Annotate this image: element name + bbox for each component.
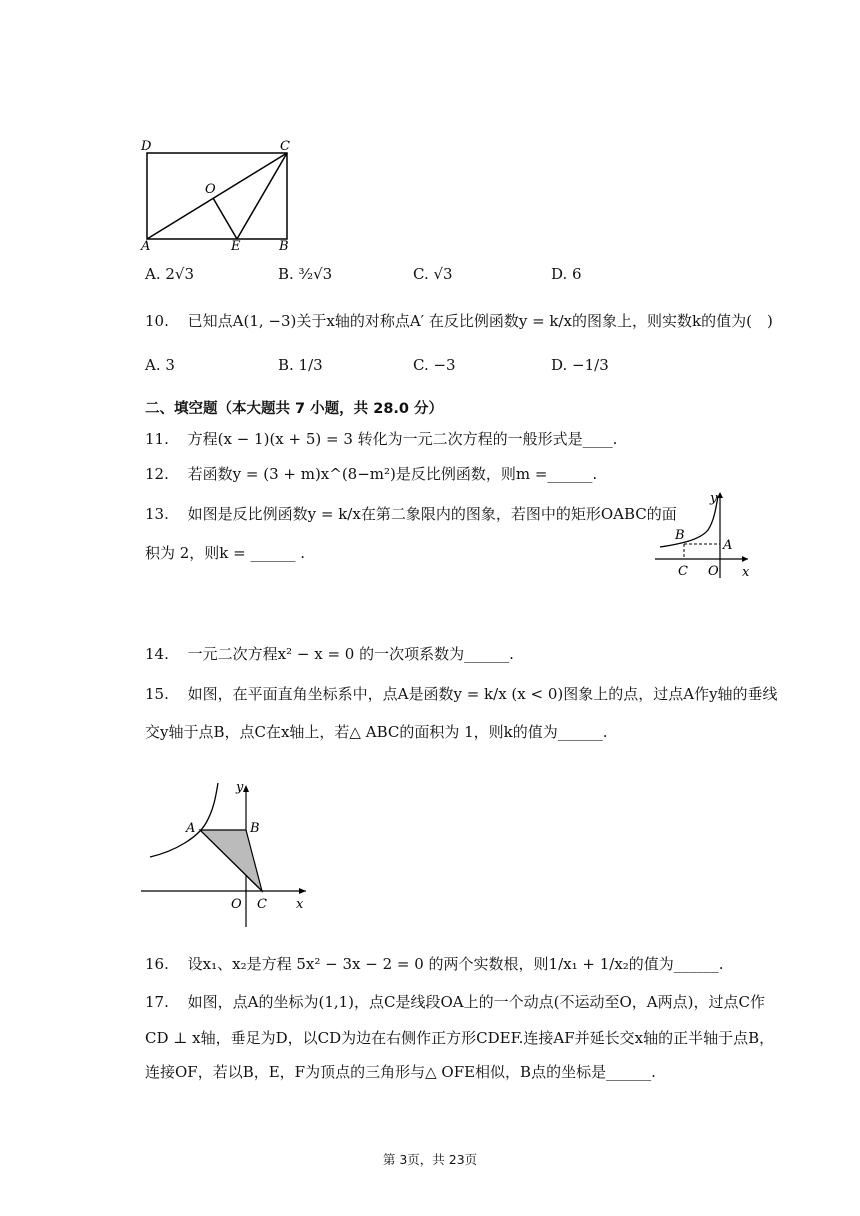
label-o: O [205, 182, 216, 197]
fig13-label-y: y [710, 491, 718, 506]
q13-line1: 如图是反比例函数y = k/x在第二象限内的图象，若图中的矩形OABC的面 [187, 505, 677, 523]
q15-number: 15. [145, 685, 169, 703]
label-b: B [279, 239, 289, 254]
q13-line2: 积为 2，则k = ______ . [145, 544, 306, 562]
q16-text: 设x₁、x₂是方程 5x² − 3x − 2 = 0 的两个实数根，则1/x₁ + 1/x₂的值为______. [187, 955, 724, 973]
fig15-label-a: A [186, 821, 196, 836]
fig13-label-c: C [678, 564, 688, 579]
q17-line3: 连接OF，若以B，E，F为顶点的三角形与△ OFE相似，B点的坐标是______. [145, 1063, 656, 1081]
question-12 [145, 463, 597, 484]
q10-option-b[interactable]: B. 1/3 [278, 356, 323, 374]
q9-option-b[interactable]: B. ³⁄₂√3 [278, 265, 333, 283]
label-d: D [141, 139, 152, 154]
question-13 [145, 503, 677, 524]
q15-line1: 如图，在平面直角坐标系中，点A是函数y = k/x (x < 0)图象上的点，过点A作y轴的垂线 [187, 685, 778, 703]
q10-option-d[interactable]: D. −1/3 [551, 356, 609, 374]
fig13-label-b: B [675, 528, 685, 543]
page-footer: 第 3页，共 23页 [382, 1152, 478, 1167]
fig13-label-a: A [723, 538, 733, 553]
figure-q13-graph [650, 488, 755, 580]
question-17 [145, 991, 765, 1012]
figure-rectangle-abcd [135, 135, 300, 255]
q15-line2: 交y轴于点B，点C在x轴上，若△ ABC的面积为 1，则k的值为______. [145, 723, 608, 741]
question-16 [145, 953, 724, 974]
fig15-label-b: B [250, 821, 260, 836]
q12-number: 12. [145, 465, 169, 483]
question-11 [145, 428, 617, 449]
fig15-label-c: C [257, 897, 267, 912]
q9-option-c[interactable]: C. √3 [413, 265, 453, 283]
q14-text: 一元二次方程x² − x = 0 的一次项系数为______. [187, 645, 514, 663]
q10-option-a[interactable]: A. 3 [145, 356, 175, 374]
q16-number: 16. [145, 955, 169, 973]
fig13-label-x: x [742, 565, 750, 580]
fig15-label-y: y [236, 780, 244, 795]
q17-line2: CD ⊥ x轴，垂足为D，以CD为边在右侧作正方形CDEF.连接AF并延长交x轴的正半轴于点B， [145, 1029, 775, 1047]
label-c: C [280, 139, 290, 154]
q11-text: 方程(x − 1)(x + 5) = 3 转化为一元二次方程的一般形式是____. [187, 430, 618, 448]
q12-text: 若函数y = (3 + m)x^(8−m²)是反比例函数，则m =______. [187, 465, 598, 483]
fig15-label-x: x [296, 897, 304, 912]
figure-q15-graph [136, 775, 311, 930]
q10-number: 10. [145, 312, 169, 330]
q10-text: 已知点A(1, −3)关于x轴的对称点A′ 在反比例函数y = k/x的图象上，则实数k的值为( ) [187, 312, 773, 330]
fig13-label-o: O [708, 564, 719, 579]
q17-line1: 如图，点A的坐标为(1,1)，点C是线段OA上的一个动点(不运动至O，A两点)，过点C作 [187, 993, 765, 1011]
q17-number: 17. [145, 993, 169, 1011]
q13-number: 13. [145, 505, 169, 523]
q14-number: 14. [145, 645, 169, 663]
question-10 [145, 310, 773, 331]
q9-option-d[interactable]: D. 6 [551, 265, 582, 283]
question-15 [145, 683, 778, 704]
q9-option-a[interactable]: A. 2√3 [145, 265, 195, 283]
section-heading: 二、填空题（本大题共 7 小题，共 28.0 分） [145, 401, 444, 417]
label-e: E [231, 239, 241, 254]
fig15-label-o: O [231, 897, 242, 912]
question-14 [145, 643, 514, 664]
q11-number: 11. [145, 430, 169, 448]
label-a: A [141, 239, 151, 254]
q10-option-c[interactable]: C. −3 [413, 356, 456, 374]
